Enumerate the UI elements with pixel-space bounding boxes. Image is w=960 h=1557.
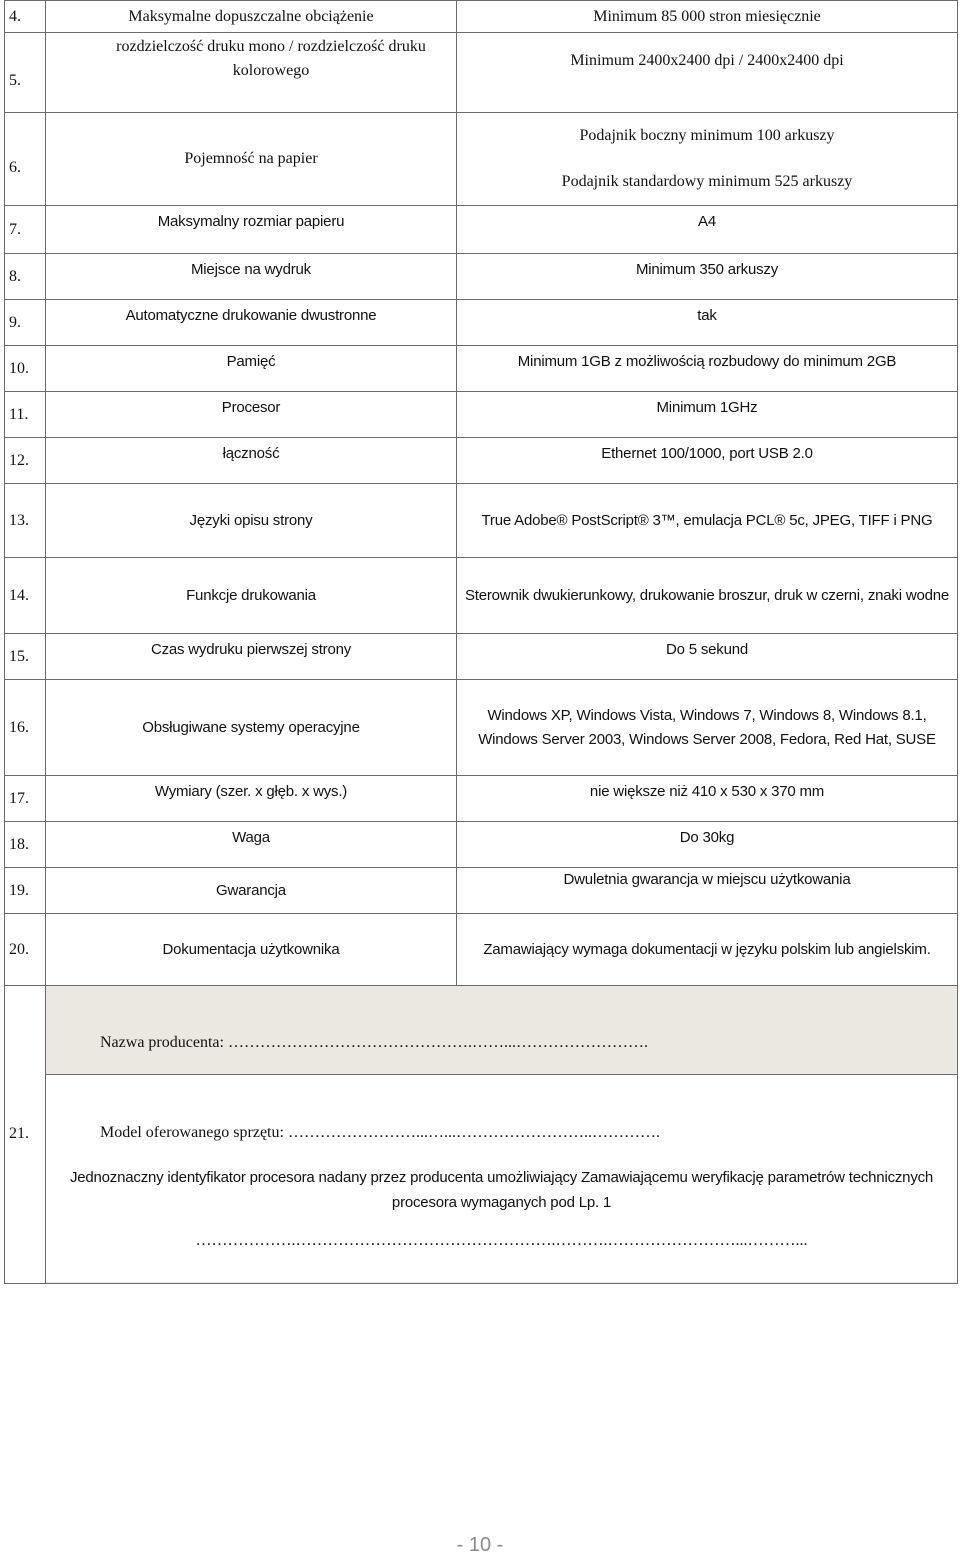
producer-section — [46, 986, 958, 1284]
table-row — [5, 868, 958, 914]
table-row — [5, 346, 958, 392]
row-number: 16. — [5, 680, 46, 776]
model-field: Model oferowanego sprzętu: ……………………...…...……………………..…………. — [100, 1124, 660, 1141]
parameter-name: Gwarancja — [46, 868, 457, 914]
row-number: 14. — [5, 558, 46, 634]
parameter-name: Pamięć — [46, 346, 457, 392]
row-number: 17. — [5, 776, 46, 822]
table-row — [5, 914, 958, 986]
table-row — [5, 300, 958, 346]
table-row — [5, 558, 958, 634]
parameter-value: tak — [457, 300, 958, 346]
row-number: 10. — [5, 346, 46, 392]
row-number: 8. — [5, 254, 46, 300]
table-row — [5, 33, 958, 113]
page-number: - 10 - — [456, 1534, 504, 1556]
parameter-name: Miejsce na wydruk — [46, 254, 457, 300]
value-line: Podajnik boczny minimum 100 arkuszy — [579, 127, 835, 144]
parameter-name: łączność — [46, 438, 457, 484]
parameter-value: True Adobe® PostScript® 3™, emulacja PCL® 5c, JPEG, TIFF i PNG — [457, 484, 958, 558]
producer-name-field: Nazwa producenta: ……………………………………….……...……………………. — [100, 1034, 648, 1051]
table-row — [5, 392, 958, 438]
table-row — [5, 634, 958, 680]
row-number: 7. — [5, 206, 46, 254]
cpu-identifier-field: ……………….………………………………………….……….……………………...………... — [195, 1232, 808, 1249]
parameter-name: Maksymalny rozmiar papieru — [46, 206, 457, 254]
parameter-value: Minimum 85 000 stron miesięcznie — [457, 1, 958, 33]
parameter-value: Dwuletnia gwarancja w miejscu użytkowania — [457, 868, 958, 914]
parameter-name: Dokumentacja użytkownika — [46, 914, 457, 986]
parameter-name: rozdzielczość druku mono / rozdzielczość druku kolorowego — [46, 33, 457, 113]
row-number: 13. — [5, 484, 46, 558]
cpu-identifier-note: Jednoznaczny identyfikator procesora nadany przez producenta umożliwiający Zamawiającemu weryfikację parametrów technicznych procesora wymaganych pod Lp. 1 — [69, 1169, 934, 1211]
parameter-value: Minimum 2400x2400 dpi / 2400x2400 dpi — [457, 33, 958, 113]
row-number: 5. — [5, 33, 46, 113]
parameter-value: Do 30kg — [457, 822, 958, 868]
parameter-value — [457, 113, 958, 206]
row-number: 12. — [5, 438, 46, 484]
row-number: 9. — [5, 300, 46, 346]
table-row — [5, 254, 958, 300]
parameter-name: Języki opisu strony — [46, 484, 457, 558]
row-number: 15. — [5, 634, 46, 680]
parameter-value: Sterownik dwukierunkowy, drukowanie broszur, druk w czerni, znaki wodne — [457, 558, 958, 634]
parameter-value: Minimum 350 arkuszy — [457, 254, 958, 300]
table-row — [5, 438, 958, 484]
parameter-value: Minimum 1GHz — [457, 392, 958, 438]
parameter-name: Maksymalne dopuszczalne obciążenie — [46, 1, 457, 33]
row-number: 4. — [5, 1, 46, 33]
parameter-name: Funkcje drukowania — [46, 558, 457, 634]
parameter-value: Windows XP, Windows Vista, Windows 7, Windows 8, Windows 8.1, Windows Server 2003, Windows Server 2008, Fedora, Red Hat, SUSE — [457, 680, 958, 776]
table-row — [5, 113, 958, 206]
specification-table — [4, 0, 958, 1284]
table-row — [5, 206, 958, 254]
row-number: 21. — [5, 986, 46, 1284]
parameter-value: Do 5 sekund — [457, 634, 958, 680]
parameter-name: Pojemność na papier — [46, 113, 457, 206]
parameter-name: Czas wydruku pierwszej strony — [46, 634, 457, 680]
table-row — [5, 822, 958, 868]
row-number: 11. — [5, 392, 46, 438]
row-number: 18. — [5, 822, 46, 868]
parameter-name: Wymiary (szer. x głęb. x wys.) — [46, 776, 457, 822]
parameter-value: Ethernet 100/1000, port USB 2.0 — [457, 438, 958, 484]
parameter-name: Automatyczne drukowanie dwustronne — [46, 300, 457, 346]
table-row — [5, 776, 958, 822]
value-line: Podajnik standardowy minimum 525 arkuszy — [561, 173, 853, 190]
parameter-value: A4 — [457, 206, 958, 254]
parameter-name: Obsługiwane systemy operacyjne — [46, 680, 457, 776]
row-number: 19. — [5, 868, 46, 914]
table-row — [5, 1, 958, 33]
parameter-value: Zamawiający wymaga dokumentacji w języku polskim lub angielskim. — [457, 914, 958, 986]
parameter-value: Minimum 1GB z możliwością rozbudowy do minimum 2GB — [457, 346, 958, 392]
row-number: 20. — [5, 914, 46, 986]
table-row — [5, 680, 958, 776]
parameter-name: Waga — [46, 822, 457, 868]
row-number: 6. — [5, 113, 46, 206]
parameter-name: Procesor — [46, 392, 457, 438]
table-row — [5, 484, 958, 558]
producer-row — [5, 986, 958, 1284]
parameter-value: nie większe niż 410 x 530 x 370 mm — [457, 776, 958, 822]
